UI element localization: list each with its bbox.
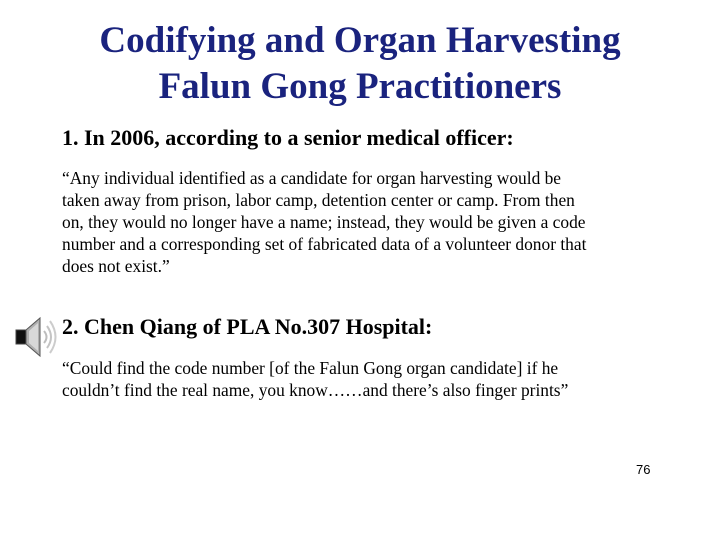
quote-line: on, they would no longer have a name; instead, they would be given a code [62, 212, 586, 232]
quote-line: couldn’t find the real name, you know……and there’s also finger prints” [62, 380, 569, 400]
section-1-quote [62, 167, 682, 277]
section-2-quote [62, 357, 682, 401]
quote-line: taken away from prison, labor camp, detention center or camp. From then [62, 190, 575, 210]
quote-line: number and a corresponding set of fabricated data of a volunteer donor that [62, 234, 587, 254]
slide-title [0, 18, 720, 110]
page-number: 76 [636, 462, 651, 477]
quote-line: “Could find the code number [of the Falun Gong organ candidate] if he [62, 358, 559, 378]
quote-line: “Any individual identified as a candidate for organ harvesting would be [62, 168, 562, 188]
section-2-heading: 2. Chen Qiang of PLA No.307 Hospital: [62, 314, 433, 339]
quote-line: does not exist.” [62, 256, 170, 276]
slide-title-line-2: Falun Gong Practitioners [158, 66, 562, 107]
speaker-icon[interactable] [14, 312, 64, 362]
section-1-heading: 1. In 2006, according to a senior medical officer: [62, 125, 514, 150]
slide-title-line-1: Codifying and Organ Harvesting [99, 20, 621, 61]
